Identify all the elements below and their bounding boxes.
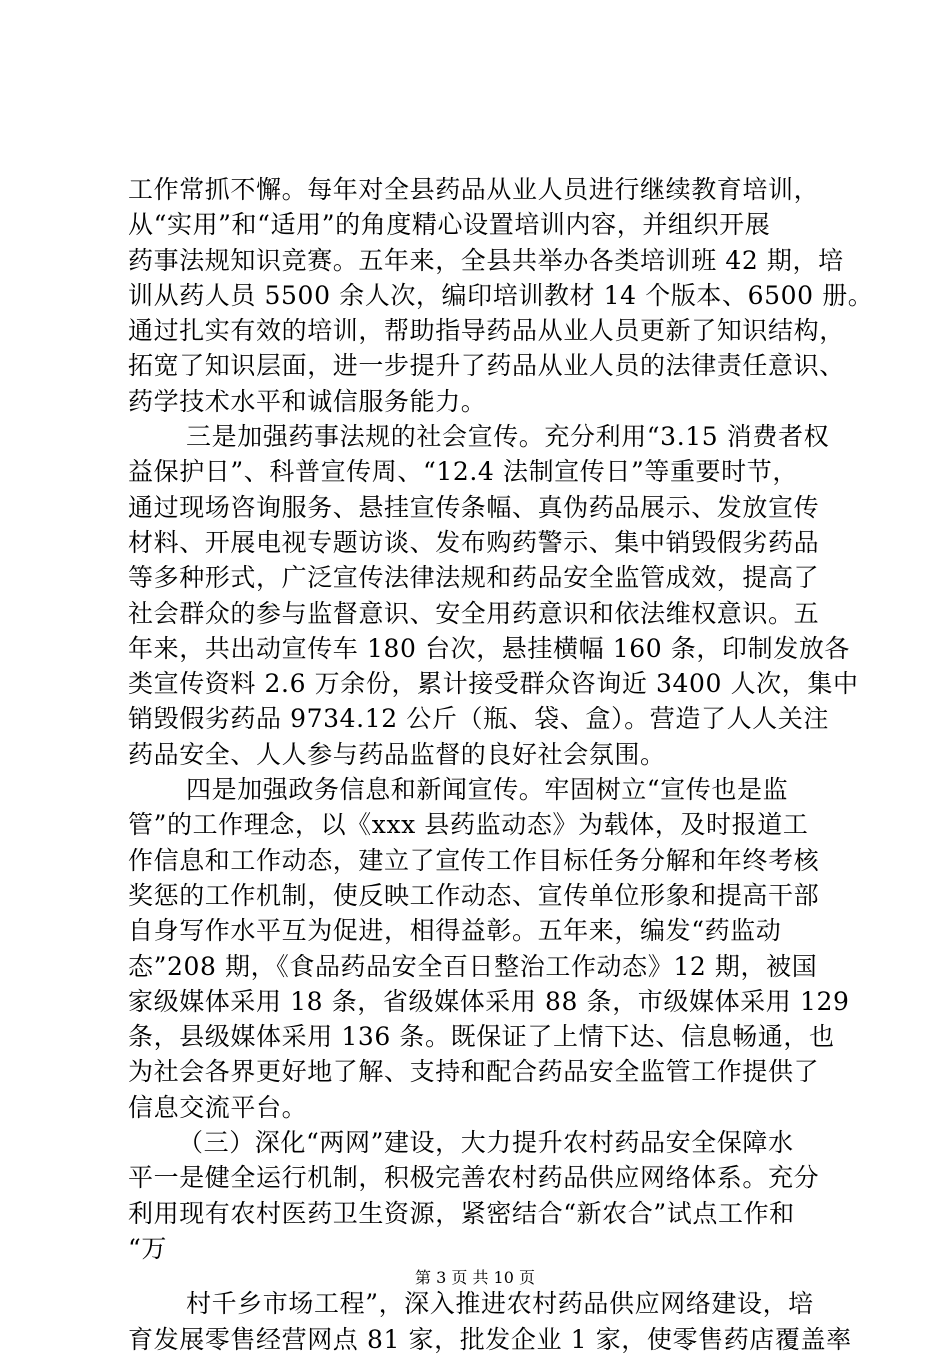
text-line: 家级媒体采用 18 条，省级媒体采用 88 条，市级媒体采用 129 <box>128 986 850 1016</box>
body-text <box>128 172 874 1357</box>
text-line: 利用现有农村医药卫生资源，紧密结合“新农合”试点工作和 <box>128 1198 795 1228</box>
text-line: 药品安全、人人参与药品监督的良好社会氛围。 <box>128 739 666 769</box>
text-line: 益保护日”、科普宣传周、“12.4 法制宣传日”等重要时节， <box>128 457 798 487</box>
paragraph-start-line: 三是加强药事法规的社会宣传。充分利用“3.15 消费者权 <box>186 422 830 452</box>
page-footer <box>0 1268 950 1288</box>
text-line: 等多种形式，广泛宣传法律法规和药品安全监管成效，提高了 <box>128 563 820 593</box>
page-number-label: 第 3 页 共 10 页 <box>415 1268 535 1287</box>
text-line: 销毁假劣药品 9734.12 公斤（瓶、袋、盒）。营造了人人关注 <box>128 704 829 734</box>
text-line: 作信息和工作动态，建立了宣传工作目标任务分解和年终考核 <box>128 845 820 875</box>
text-line: 材料、开展电视专题访谈、发布购药警示、集中销毁假劣药品 <box>128 527 820 557</box>
text-line: 平一是健全运行机制，积极完善农村药品供应网络体系。充分 <box>128 1163 820 1193</box>
section-heading-line: （三）深化“两网”建设，大力提升农村药品安全保障水 <box>178 1128 794 1158</box>
text-line: 从“实用”和“适用”的角度精心设置培训内容，并组织开展 <box>128 210 771 240</box>
text-line: 药学技术水平和诚信服务能力。 <box>128 386 487 416</box>
paragraph-start-line: 村千乡市场工程”，深入推进农村药品供应网络建设，培 <box>186 1289 814 1319</box>
text-line: 年来，共出动宣传车 180 台次，悬挂横幅 160 条，印制发放各 <box>128 633 851 663</box>
text-line: 为社会各界更好地了解、支持和配合药品安全监管工作提供了 <box>128 1057 820 1087</box>
text-line: 工作常抓不懈。每年对全县药品从业人员进行继续教育培训， <box>128 175 820 204</box>
text-line: 条，县级媒体采用 136 条。既保证了上情下达、信息畅通，也 <box>128 1022 835 1052</box>
text-line: 拓宽了知识层面，进一步提升了药品从业人员的法律责任意识、 <box>128 351 845 381</box>
text-line: 奖惩的工作机制，使反映工作动态、宣传单位形象和提高干部 <box>128 880 820 910</box>
text-line: 社会群众的参与监督意识、安全用药意识和依法维权意识。五 <box>128 598 820 628</box>
text-line: “万 <box>128 1233 167 1263</box>
paragraph-start-line: 四是加强政务信息和新闻宣传。牢固树立“宣传也是监 <box>186 775 789 805</box>
text-line: 通过现场咨询服务、悬挂宣传条幅、真伪药品展示、发放宣传 <box>128 492 820 522</box>
text-line: 信息交流平台。 <box>128 1092 308 1122</box>
text-line: 自身写作水平互为促进，相得益彰。五年来，编发“药监动 <box>128 916 782 946</box>
text-line: 类宣传资料 2.6 万余份，累计接受群众咨询近 3400 人次，集中 <box>128 669 859 699</box>
text-line: 育发展零售经营网点 81 家，批发企业 1 家，使零售药店覆盖率 <box>128 1324 852 1354</box>
text-line: 药事法规知识竞赛。五年来，全县共举办各类培训班 42 期，培 <box>128 245 844 275</box>
text-line: 态”208 期，《食品药品安全百日整治工作动态》12 期，被国 <box>128 951 818 981</box>
text-line: 训从药人员 5500 余人次，编印培训教材 14 个版本、6500 册。 <box>128 280 874 310</box>
text-line: 管”的工作理念，以《xxx 县药监动态》为载体，及时报道工 <box>128 810 809 840</box>
text-line: 通过扎实有效的培训，帮助指导药品从业人员更新了知识结构， <box>128 316 845 346</box>
